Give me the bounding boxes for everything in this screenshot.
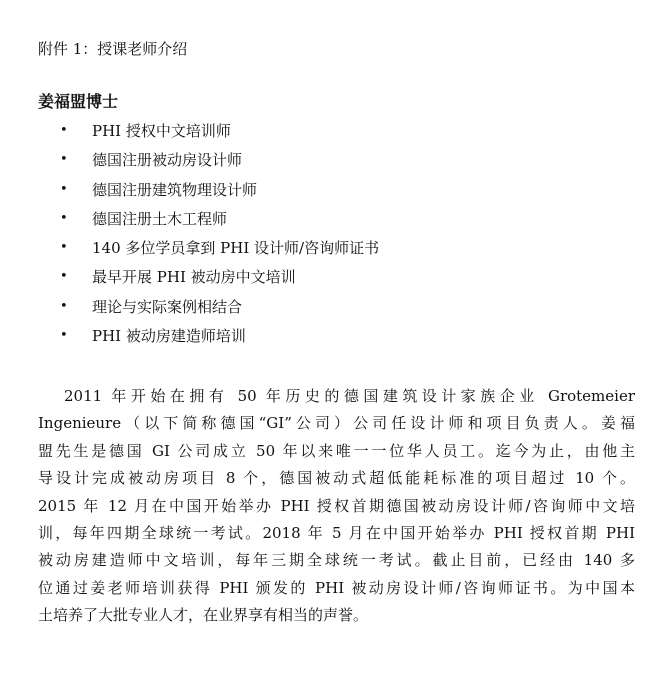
credential-text: 德国注册建筑物理设计师 [92, 180, 258, 199]
bio-line: 土培养了大批专业人才，在业界享有相当的声誉。 [38, 606, 369, 625]
bio-line: Ingenieure（以下简称德国“GI”公司）公司任设计师和项目负责人。姜福 [38, 414, 635, 433]
bullet-icon: • [60, 181, 68, 197]
credential-text: 140 多位学员拿到 PHI 设计师/咨询师证书 [92, 239, 380, 258]
bullet-icon: • [60, 240, 68, 256]
bio-line: 2011 年开始在拥有 50 年历史的德国建筑设计家族企业 Grotemeier [64, 387, 635, 405]
bio-line: 被动房建造师中文培训，每年三期全球统一考试。截止目前，已经由 140 多 [38, 551, 635, 570]
bullet-icon: • [60, 328, 68, 344]
bio-line: 训，每年四期全球统一考试。2018 年 5 月在中国开始举办 PHI 授权首期 PHI [38, 523, 635, 542]
credentials-list [60, 120, 379, 354]
list-item [60, 149, 379, 178]
bio-line: 导设计完成被动房项目 8 个，德国被动式超低能耗标准的项目超过 10 个。 [38, 469, 635, 488]
list-item [60, 237, 379, 266]
bio-line: 位通过姜老师培训获得 PHI 颁发的 PHI 被动房设计师/咨询师证书。为中国本 [38, 578, 635, 597]
list-item [60, 208, 379, 237]
credential-text: 德国注册土木工程师 [92, 209, 228, 228]
credential-text: PHI 授权中文培训师 [92, 122, 231, 140]
bullet-icon: • [60, 210, 68, 226]
list-item [60, 179, 379, 208]
bullet-icon: • [60, 152, 68, 168]
list-item [60, 325, 379, 354]
bio-line: 2015 年 12 月在中国开始举办 PHI 授权首期德国被动房设计师/咨询师中文培 [38, 496, 635, 515]
credential-text: 理论与实际案例相结合 [92, 297, 243, 316]
bullet-icon: • [60, 298, 68, 314]
list-item [60, 266, 379, 295]
teacher-name: 姜福盟博士 [38, 92, 119, 111]
credential-text: 德国注册被动房设计师 [92, 151, 243, 170]
credential-text: 最早开展 PHI 被动房中文培训 [92, 268, 296, 287]
bullet-icon: • [60, 269, 68, 285]
bio-paragraph [38, 383, 635, 630]
bullet-icon: • [60, 123, 68, 138]
list-item [60, 296, 379, 325]
attachment-title: 附件 1：授课老师介绍 [38, 40, 188, 58]
bio-line: 盟先生是德国 GI 公司成立 50 年以来唯一一位华人员工。迄今为止，由他主 [38, 441, 635, 460]
list-item [60, 120, 379, 149]
credential-text: PHI 被动房建造师培训 [92, 327, 246, 346]
